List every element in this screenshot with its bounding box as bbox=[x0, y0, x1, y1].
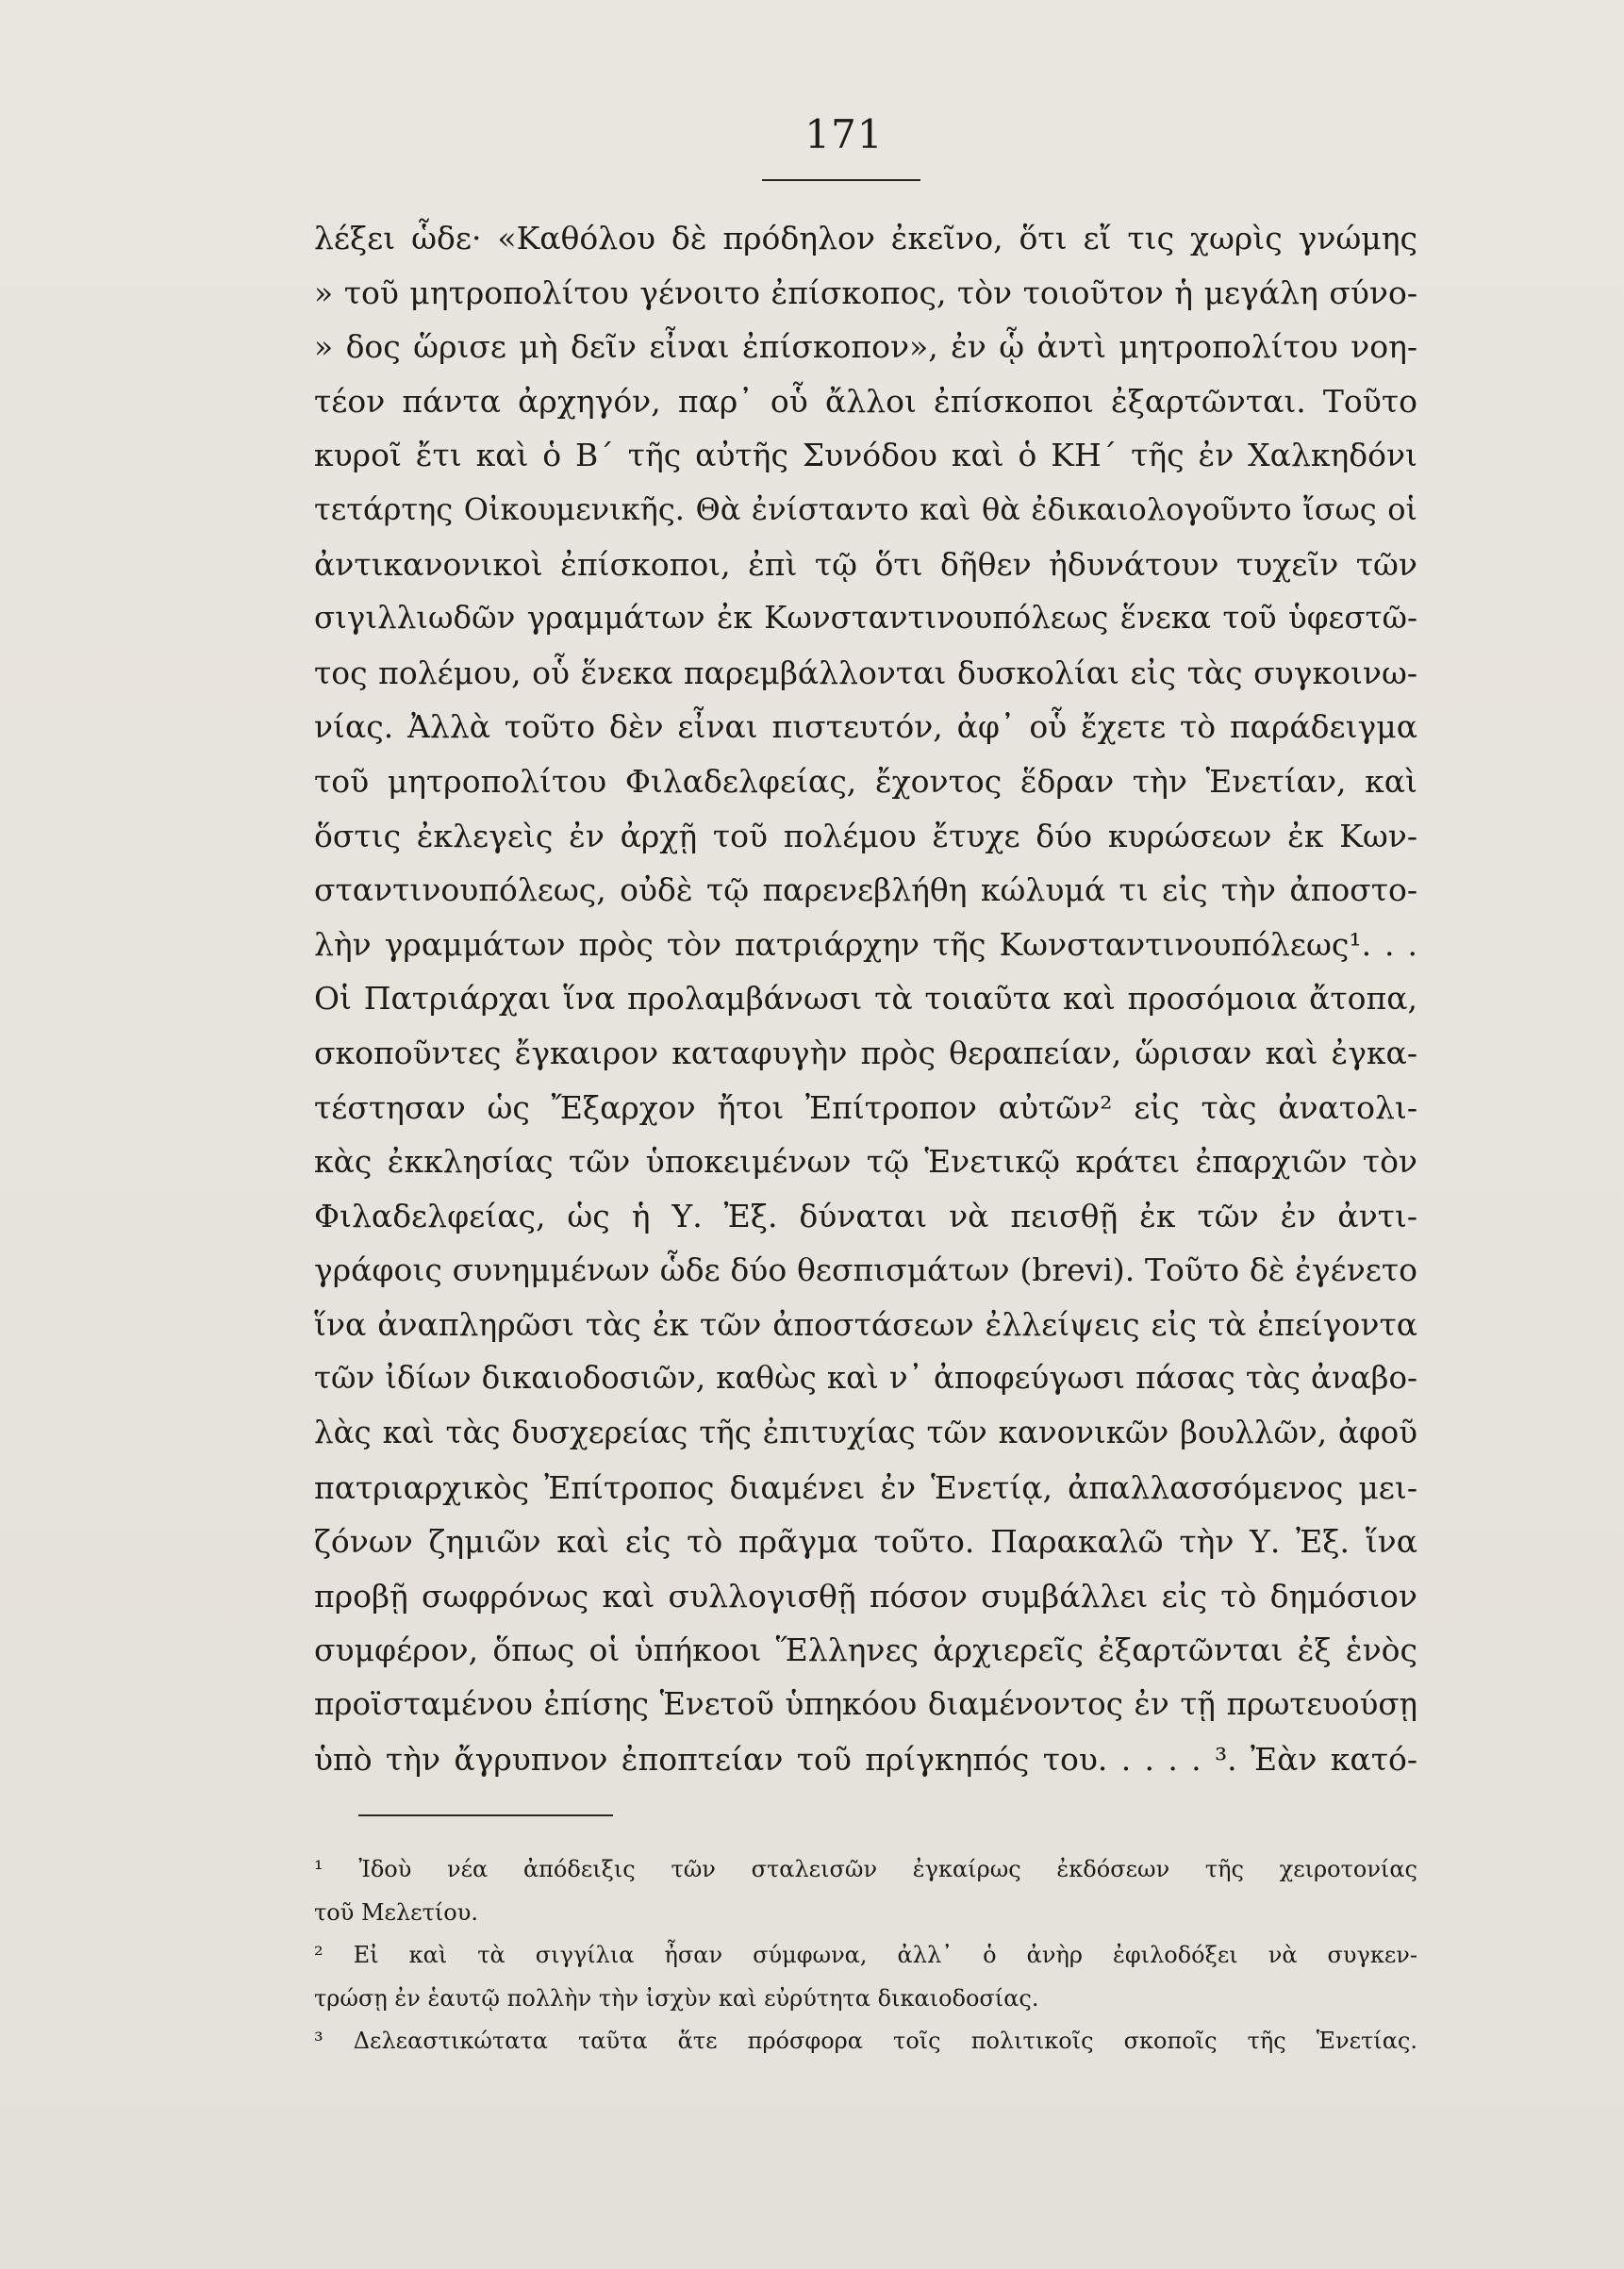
text-line: τος πολέμου, οὗ ἕνεκα παρεμβάλλονται δυσκολίαι εἰς τὰς συγκοινω- bbox=[314, 654, 1417, 691]
text-line: τοῦ μητροπολίτου Φιλαδελφείας, ἔχοντος ἕδραν τὴν Ἑνετίαν, καὶ bbox=[314, 762, 1417, 800]
text-line: ζόνων ζημιῶν καὶ εἰς τὸ πρᾶγμα τοῦτο. Παρακαλῶ τὴν Υ. Ἐξ. ἵνα bbox=[314, 1523, 1417, 1561]
text-line: κυροῖ ἔτι καὶ ὁ Β´ τῆς αὐτῆς Συνόδου καὶ ὁ ΚΗ´ τῆς ἐν Χαλκηδόνι bbox=[314, 437, 1417, 474]
text-line: ὑπὸ τὴν ἄγρυπνον ἐποπτείαν τοῦ πρίγκηπός του. . . . . ³. Ἐὰν κατό- bbox=[314, 1740, 1417, 1778]
text-line: νίας. Ἀλλὰ τοῦτο δὲν εἶναι πιστευτόν, ἀφ᾿ οὗ ἔχετε τὸ παράδειγμα bbox=[314, 708, 1417, 746]
text-line: Φιλαδελφείας, ὡς ἡ Υ. Ἐξ. δύναται νὰ πεισθῇ ἐκ τῶν ἐν ἀντι- bbox=[314, 1197, 1417, 1234]
text-line: τῶν ἰδίων δικαιοδοσιῶν, καθὼς καὶ ν᾿ ἀποφεύγωσι πάσας τὰς ἀναβο- bbox=[314, 1360, 1417, 1397]
text-line: σταντινουπόλεως, οὐδὲ τῷ παρενεβλήθη κώλυμά τι εἰς τὴν ἀποστο- bbox=[314, 871, 1417, 909]
text-line: λέξει ὧδε· «Καθόλου δὲ πρόδηλον ἐκεῖνο, ὅτι εἴ τις χωρὶς γνώμης bbox=[314, 220, 1417, 257]
text-line: τετάρτης Οἰκουμενικῆς. Θὰ ἐνίσταντο καὶ θὰ ἐδικαιολογοῦντο ἴσως οἱ bbox=[314, 490, 1417, 527]
text-line: προβῇ σωφρόνως καὶ συλλογισθῇ πόσον συμβάλλει εἰς τὸ δημόσιον bbox=[314, 1577, 1417, 1615]
header-rule bbox=[762, 179, 920, 181]
text-line: ἵνα ἀναπληρῶσι τὰς ἐκ τῶν ἀποστάσεων ἐλλείψεις εἰς τὰ ἐπείγοντα bbox=[314, 1305, 1417, 1343]
text-line: λὴν γραμμάτων πρὸς τὸν πατριάρχην τῆς Κωνσταντινουπόλεως¹. . . bbox=[314, 925, 1417, 963]
footnote-line: ² Εἰ καὶ τὰ σιγγίλια ἦσαν σύμφωνα, ἀλλ᾿ ὁ ἀνὴρ ἐφιλοδόξει νὰ συγκεν- bbox=[314, 1942, 1417, 1969]
footnote-line: ³ Δελεαστικώτατα ταῦτα ἅτε πρόσφορα τοῖς πολιτικοῖς σκοποῖς τῆς Ἑνετίας. bbox=[314, 2028, 1417, 2055]
text-line: τέστησαν ὡς Ἔξαρχον ἤτοι Ἐπίτροπον αὐτῶν² εἰς τὰς ἀνατολι- bbox=[314, 1088, 1417, 1126]
footnote-line: ¹ Ἰδοὺ νέα ἀπόδειξις τῶν σταλεισῶν ἐγκαίρως ἐκδόσεων τῆς χειροτονίας bbox=[314, 1856, 1417, 1882]
text-line: ἀντικανονικοὶ ἐπίσκοποι, ἐπὶ τῷ ὅτι δῆθεν ἠδυνάτουν τυχεῖν τῶν bbox=[314, 545, 1417, 583]
body-text bbox=[314, 211, 1417, 1786]
text-line: » τοῦ μητροπολίτου γένοιτο ἐπίσκοπος, τὸν τοιοῦτον ἡ μεγάλη σύνο- bbox=[314, 273, 1417, 311]
text-line: γράφοις συνημμένων ὧδε δύο θεσπισμάτων (brevi). Τοῦτο δὲ ἐγένετο bbox=[314, 1251, 1417, 1289]
text-line: συμφέρον, ὅπως οἱ ὑπήκοοι Ἕλληνες ἀρχιερεῖς ἐξαρτῶνται ἐξ ἑνὸς bbox=[314, 1631, 1417, 1669]
footnotes bbox=[314, 1848, 1417, 2063]
text-line: σιγιλλιωδῶν γραμμάτων ἐκ Κωνσταντινουπόλεως ἕνεκα τοῦ ὑφεστῶ- bbox=[314, 600, 1417, 637]
footnote-rule bbox=[358, 1814, 613, 1816]
text-line: σκοποῦντες ἔγκαιρον καταφυγὴν πρὸς θεραπείαν, ὥρισαν καὶ ἐγκα- bbox=[314, 1034, 1417, 1071]
text-line: προϊσταμένου ἐπίσης Ἑνετοῦ ὑπηκόου διαμένοντος ἐν τῇ πρωτευούσῃ bbox=[314, 1686, 1417, 1723]
text-line: πατριαρχικὸς Ἐπίτροπος διαμένει ἐν Ἑνετίᾳ, ἀπαλλασσόμενος μει- bbox=[314, 1468, 1417, 1506]
text-line: ὅστις ἐκλεγεὶς ἐν ἀρχῇ τοῦ πολέμου ἔτυχε δύο κυρώσεων ἐκ Κων- bbox=[314, 817, 1417, 854]
page-number: 171 bbox=[804, 111, 884, 157]
footnote-line: τρώσῃ ἐν ἑαυτῷ πολλὴν τὴν ἰσχὺν καὶ εὐρύτητα δικαιοδοσίας. bbox=[314, 1984, 1039, 2012]
text-line: » δος ὥρισε μὴ δεῖν εἶναι ἐπίσκοπον», ἐν ᾧ ἀντὶ μητροπολίτου νοη- bbox=[314, 328, 1417, 366]
text-line: τέον πάντα ἀρχηγόν, παρ᾿ οὗ ἄλλοι ἐπίσκοποι ἐξαρτῶνται. Τοῦτο bbox=[314, 382, 1417, 420]
text-line: λὰς καὶ τὰς δυσχερείας τῆς ἐπιτυχίας τῶν κανονικῶν βουλλῶν, ἀφοῦ bbox=[314, 1415, 1417, 1451]
footnote-line: τοῦ Μελετίου. bbox=[314, 1898, 478, 1926]
text-line: κὰς ἐκκλησίας τῶν ὑποκειμένων τῷ Ἑνετικῷ κράτει ἐπαρχιῶν τὸν bbox=[314, 1143, 1417, 1181]
text-line: Οἱ Πατριάρχαι ἵνα προλαμβάνωσι τὰ τοιαῦτα καὶ προσόμοια ἄτοπα, bbox=[314, 980, 1417, 1018]
